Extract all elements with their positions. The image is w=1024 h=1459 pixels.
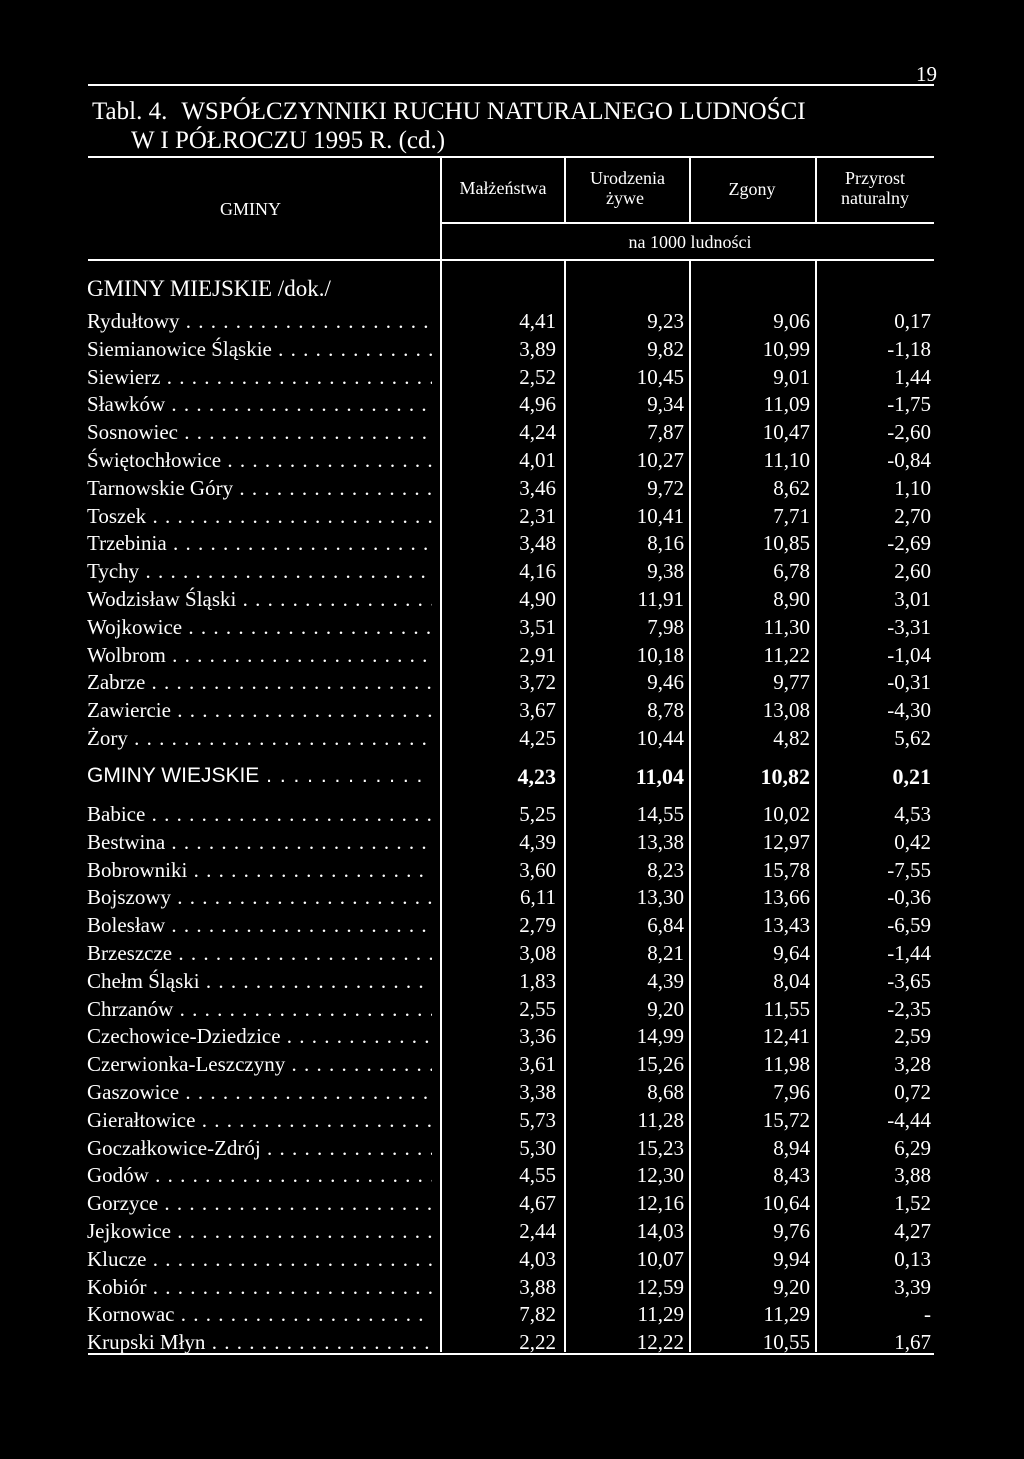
cell-przyrost: -2,69 bbox=[887, 531, 931, 556]
header-przyrost: Przyrost naturalny bbox=[841, 168, 909, 208]
title-line2: W I PÓŁROCZU 1995 R. (cd.) bbox=[131, 127, 446, 154]
top-rule bbox=[88, 84, 934, 86]
header-zgony: Zgony bbox=[728, 179, 776, 199]
header-malzenstwa: Małżeństwa bbox=[459, 178, 547, 198]
cell-zgony: 10,55 bbox=[762, 1330, 810, 1355]
cell-przyrost: -3,65 bbox=[887, 968, 931, 993]
table-row bbox=[0, 587, 1024, 615]
cell-urodzenia: 8,21 bbox=[647, 941, 684, 965]
cell-zgony: 9,76 bbox=[773, 1219, 810, 1243]
gmina-name: Krupski Młyn . . . bbox=[87, 1330, 432, 1355]
gmina-name: Chełm Śląski . . . bbox=[87, 969, 432, 994]
header-divider-1 bbox=[440, 156, 442, 260]
cell-urodzenia: 13,30 bbox=[636, 885, 684, 910]
cell-malzenstwa: 4,67 bbox=[519, 1191, 556, 1216]
cell-malzenstwa: 4,39 bbox=[519, 829, 556, 854]
cell-przyrost: -1,44 bbox=[887, 941, 931, 965]
cell-malzenstwa: 5,25 bbox=[519, 802, 556, 826]
cell-przyrost: -0,84 bbox=[887, 448, 931, 472]
gmina-name: Tychy . . . bbox=[87, 559, 432, 584]
cell-zgony: 8,62 bbox=[773, 475, 810, 500]
cell-przyrost: 3,88 bbox=[894, 1163, 931, 1188]
table-row bbox=[0, 1163, 1024, 1191]
gmina-name: Sosnowiec . . . bbox=[87, 420, 432, 445]
header-mid-rule bbox=[441, 222, 934, 224]
cell-zgony: 11,29 bbox=[763, 1302, 810, 1327]
cell-zgony: 6,78 bbox=[773, 559, 810, 584]
summary-label: GMINY WIEJSKIE . . . bbox=[87, 764, 432, 788]
table-row bbox=[0, 559, 1024, 587]
table-row bbox=[0, 830, 1024, 858]
cell-urodzenia: 11,29 bbox=[637, 1302, 684, 1327]
cell-malzenstwa: 4,23 bbox=[517, 764, 556, 789]
cell-zgony: 10,82 bbox=[760, 764, 810, 789]
cell-malzenstwa: 1,83 bbox=[519, 968, 556, 993]
cell-przyrost: -0,31 bbox=[887, 670, 931, 695]
cell-urodzenia: 7,87 bbox=[647, 420, 684, 445]
cell-malzenstwa: 2,55 bbox=[519, 996, 556, 1021]
cell-malzenstwa: 3,89 bbox=[519, 336, 556, 361]
gmina-name: Sławków . . . bbox=[87, 392, 432, 417]
table-row bbox=[0, 365, 1024, 393]
cell-urodzenia: 12,59 bbox=[636, 1274, 684, 1299]
cell-malzenstwa: 5,30 bbox=[519, 1135, 556, 1160]
cell-urodzenia: 10,41 bbox=[636, 503, 684, 528]
cell-przyrost: 0,17 bbox=[894, 309, 931, 333]
table-row bbox=[0, 1024, 1024, 1052]
cell-przyrost: 1,67 bbox=[894, 1330, 931, 1355]
cell-przyrost: 6,29 bbox=[894, 1135, 931, 1160]
cell-urodzenia: 8,16 bbox=[647, 531, 684, 556]
table-row bbox=[0, 1108, 1024, 1136]
table-row bbox=[0, 420, 1024, 448]
cell-urodzenia: 11,91 bbox=[637, 587, 684, 611]
table-row bbox=[0, 1330, 1024, 1358]
gmina-name: Klucze . . . bbox=[87, 1247, 432, 1272]
cell-zgony: 4,82 bbox=[773, 726, 810, 750]
gmina-name: Bestwina . . . bbox=[87, 830, 432, 855]
gmina-name: Świętochłowice . . . bbox=[87, 448, 432, 473]
cell-przyrost: 5,62 bbox=[894, 726, 931, 750]
cell-zgony: 8,43 bbox=[773, 1163, 810, 1188]
cell-malzenstwa: 2,79 bbox=[519, 913, 556, 938]
table-row bbox=[0, 1275, 1024, 1303]
cell-malzenstwa: 4,55 bbox=[519, 1163, 556, 1188]
cell-zgony: 15,72 bbox=[762, 1107, 810, 1132]
table-row bbox=[0, 997, 1024, 1025]
header-urodzenia: Urodzenia żywe bbox=[590, 168, 665, 208]
cell-przyrost: -7,55 bbox=[887, 857, 931, 882]
cell-urodzenia: 10,27 bbox=[636, 448, 684, 472]
cell-malzenstwa: 4,90 bbox=[519, 587, 556, 611]
cell-przyrost: 1,10 bbox=[894, 475, 931, 500]
cell-urodzenia: 12,22 bbox=[636, 1330, 684, 1355]
table-row bbox=[0, 698, 1024, 726]
summary-row bbox=[0, 764, 1024, 792]
gmina-name: Babice . . . bbox=[87, 802, 432, 827]
cell-malzenstwa: 4,25 bbox=[519, 726, 556, 750]
header-divider-2 bbox=[564, 156, 566, 222]
cell-malzenstwa: 3,48 bbox=[519, 531, 556, 556]
cell-malzenstwa: 5,73 bbox=[519, 1107, 556, 1132]
cell-przyrost: -4,30 bbox=[887, 698, 931, 723]
table-row bbox=[0, 1219, 1024, 1247]
cell-przyrost: 0,42 bbox=[894, 829, 931, 854]
cell-urodzenia: 15,23 bbox=[636, 1135, 684, 1160]
cell-zgony: 9,64 bbox=[773, 941, 810, 965]
cell-urodzenia: 15,26 bbox=[636, 1052, 684, 1077]
table-row bbox=[0, 643, 1024, 671]
cell-urodzenia: 6,84 bbox=[647, 913, 684, 938]
gmina-name: Gaszowice . . . bbox=[87, 1080, 432, 1105]
table-row bbox=[0, 309, 1024, 337]
gmina-name: Siemianowice Śląskie . . . bbox=[87, 337, 432, 362]
gmina-name: Gorzyce . . . bbox=[87, 1191, 432, 1216]
cell-urodzenia: 11,04 bbox=[635, 764, 684, 789]
cell-zgony: 9,20 bbox=[773, 1274, 810, 1299]
cell-przyrost: 2,59 bbox=[894, 1024, 931, 1049]
cell-malzenstwa: 4,03 bbox=[519, 1246, 556, 1271]
table-row bbox=[0, 1136, 1024, 1164]
table-row bbox=[0, 531, 1024, 559]
gmina-name: Bojszowy . . . bbox=[87, 885, 432, 910]
cell-malzenstwa: 2,44 bbox=[519, 1219, 556, 1243]
cell-przyrost: 3,28 bbox=[894, 1052, 931, 1077]
cell-urodzenia: 9,20 bbox=[647, 996, 684, 1021]
cell-przyrost: -4,44 bbox=[887, 1107, 931, 1132]
cell-przyrost: 0,21 bbox=[892, 764, 931, 789]
cell-przyrost: -2,35 bbox=[887, 996, 931, 1021]
cell-zgony: 8,94 bbox=[773, 1135, 810, 1160]
cell-urodzenia: 11,28 bbox=[637, 1107, 684, 1132]
cell-przyrost: -1,04 bbox=[887, 642, 931, 667]
gmina-name: Czechowice-Dziedzice . . . bbox=[87, 1024, 432, 1049]
gmina-name: Brzeszcze . . . bbox=[87, 941, 432, 966]
cell-przyrost: 0,13 bbox=[894, 1246, 931, 1271]
cell-malzenstwa: 3,46 bbox=[519, 475, 556, 500]
cell-zgony: 11,22 bbox=[763, 642, 810, 667]
table-row bbox=[0, 1191, 1024, 1219]
page-number: 19 bbox=[916, 62, 937, 86]
cell-urodzenia: 10,07 bbox=[636, 1246, 684, 1271]
cell-urodzenia: 9,23 bbox=[647, 309, 684, 333]
cell-malzenstwa: 2,52 bbox=[519, 364, 556, 389]
gmina-name: Wodzisław Śląski . . . bbox=[87, 587, 432, 612]
gmina-name: Godów . . . bbox=[87, 1163, 432, 1188]
cell-zgony: 8,90 bbox=[773, 587, 810, 611]
cell-malzenstwa: 3,88 bbox=[519, 1274, 556, 1299]
cell-przyrost: - bbox=[924, 1302, 931, 1327]
cell-malzenstwa: 3,67 bbox=[519, 698, 556, 723]
cell-zgony: 11,98 bbox=[763, 1052, 810, 1077]
table-row bbox=[0, 392, 1024, 420]
gmina-name: Jejkowice . . . bbox=[87, 1219, 432, 1244]
cell-zgony: 13,08 bbox=[762, 698, 810, 723]
cell-urodzenia: 10,44 bbox=[636, 726, 684, 750]
cell-urodzenia: 14,55 bbox=[636, 802, 684, 826]
cell-malzenstwa: 3,72 bbox=[519, 670, 556, 695]
table-row bbox=[0, 913, 1024, 941]
table-row bbox=[0, 726, 1024, 754]
cell-urodzenia: 4,39 bbox=[647, 968, 684, 993]
table-row bbox=[0, 885, 1024, 913]
table-row bbox=[0, 802, 1024, 830]
header-bottom-rule bbox=[88, 259, 934, 261]
gmina-name: Tarnowskie Góry . . . bbox=[87, 476, 432, 501]
cell-przyrost: -2,60 bbox=[887, 420, 931, 445]
table-row bbox=[0, 941, 1024, 969]
cell-malzenstwa: 2,22 bbox=[519, 1330, 556, 1355]
table-title bbox=[92, 98, 806, 126]
cell-urodzenia: 9,72 bbox=[647, 475, 684, 500]
cell-urodzenia: 9,82 bbox=[647, 336, 684, 361]
cell-zgony: 9,94 bbox=[773, 1246, 810, 1271]
header-divider-4 bbox=[815, 156, 817, 222]
cell-urodzenia: 8,23 bbox=[647, 857, 684, 882]
cell-zgony: 7,71 bbox=[773, 503, 810, 528]
cell-przyrost: 4,53 bbox=[894, 802, 931, 826]
cell-urodzenia: 13,38 bbox=[636, 829, 684, 854]
gmina-name: Goczałkowice-Zdrój . . . bbox=[87, 1136, 432, 1161]
gmina-name: Siewierz . . . bbox=[87, 365, 432, 390]
cell-przyrost: -0,36 bbox=[887, 885, 931, 910]
cell-przyrost: -1,18 bbox=[887, 336, 931, 361]
cell-urodzenia: 9,38 bbox=[647, 559, 684, 584]
cell-zgony: 10,64 bbox=[762, 1191, 810, 1216]
cell-zgony: 12,97 bbox=[762, 829, 810, 854]
cell-urodzenia: 9,34 bbox=[647, 392, 684, 417]
cell-przyrost: 0,72 bbox=[894, 1080, 931, 1104]
cell-zgony: 9,01 bbox=[773, 364, 810, 389]
gmina-name: Bolesław . . . bbox=[87, 913, 432, 938]
cell-urodzenia: 14,99 bbox=[636, 1024, 684, 1049]
cell-zgony: 8,04 bbox=[773, 968, 810, 993]
cell-zgony: 13,66 bbox=[762, 885, 810, 910]
gmina-name: Zabrze . . . bbox=[87, 670, 432, 695]
cell-zgony: 9,06 bbox=[773, 309, 810, 333]
cell-przyrost: 3,01 bbox=[894, 587, 931, 611]
cell-przyrost: 4,27 bbox=[894, 1219, 931, 1243]
cell-zgony: 11,55 bbox=[763, 996, 810, 1021]
cell-zgony: 11,30 bbox=[763, 614, 810, 639]
cell-przyrost: 2,70 bbox=[894, 503, 931, 528]
cell-zgony: 9,77 bbox=[773, 670, 810, 695]
table-row bbox=[0, 858, 1024, 886]
gmina-name: Gierałtowice . . . bbox=[87, 1108, 432, 1133]
gmina-name: Czerwionka-Leszczyny . . . bbox=[87, 1052, 432, 1077]
gmina-name: Kornowac . . . bbox=[87, 1302, 432, 1327]
cell-malzenstwa: 4,96 bbox=[519, 392, 556, 417]
table-row bbox=[0, 448, 1024, 476]
cell-zgony: 10,47 bbox=[762, 420, 810, 445]
cell-malzenstwa: 2,91 bbox=[519, 642, 556, 667]
table-row bbox=[0, 1302, 1024, 1330]
cell-zgony: 10,02 bbox=[762, 802, 810, 826]
gmina-name: Żory . . . bbox=[87, 726, 432, 751]
table-row bbox=[0, 969, 1024, 997]
cell-przyrost: 1,44 bbox=[894, 364, 931, 389]
cell-urodzenia: 8,78 bbox=[647, 698, 684, 723]
cell-urodzenia: 12,30 bbox=[636, 1163, 684, 1188]
table-row bbox=[0, 1080, 1024, 1108]
cell-malzenstwa: 4,16 bbox=[519, 559, 556, 584]
gmina-name: Trzebinia . . . bbox=[87, 531, 432, 556]
table-row bbox=[0, 476, 1024, 504]
cell-malzenstwa: 4,41 bbox=[519, 309, 556, 333]
cell-urodzenia: 7,98 bbox=[647, 614, 684, 639]
cell-malzenstwa: 3,08 bbox=[519, 941, 556, 965]
cell-malzenstwa: 6,11 bbox=[520, 885, 556, 910]
cell-malzenstwa: 3,51 bbox=[519, 614, 556, 639]
table-row bbox=[0, 1052, 1024, 1080]
table-row bbox=[0, 615, 1024, 643]
cell-przyrost: -3,31 bbox=[887, 614, 931, 639]
cell-malzenstwa: 4,24 bbox=[519, 420, 556, 445]
cell-malzenstwa: 3,38 bbox=[519, 1080, 556, 1104]
header-unit: na 1000 ludności bbox=[628, 232, 752, 252]
cell-urodzenia: 9,46 bbox=[647, 670, 684, 695]
cell-malzenstwa: 7,82 bbox=[519, 1302, 556, 1327]
gmina-name: Wolbrom . . . bbox=[87, 643, 432, 668]
section-heading-miejskie: GMINY MIEJSKIE /dok./ bbox=[87, 276, 331, 301]
cell-urodzenia: 12,16 bbox=[636, 1191, 684, 1216]
cell-malzenstwa: 4,01 bbox=[519, 448, 556, 472]
header-top-rule bbox=[88, 156, 934, 158]
gmina-name: Bobrowniki . . . bbox=[87, 858, 432, 883]
gmina-name: Chrzanów . . . bbox=[87, 997, 432, 1022]
cell-zgony: 15,78 bbox=[762, 857, 810, 882]
cell-przyrost: 2,60 bbox=[894, 559, 931, 584]
table-row bbox=[0, 504, 1024, 532]
cell-zgony: 11,10 bbox=[763, 448, 810, 472]
table-number: Tabl. 4. bbox=[92, 98, 168, 125]
cell-malzenstwa: 3,61 bbox=[519, 1052, 556, 1077]
cell-zgony: 10,99 bbox=[762, 336, 810, 361]
cell-urodzenia: 10,45 bbox=[636, 364, 684, 389]
cell-urodzenia: 8,68 bbox=[647, 1080, 684, 1104]
cell-urodzenia: 14,03 bbox=[636, 1219, 684, 1243]
gmina-name: Toszek . . . bbox=[87, 504, 432, 529]
cell-zgony: 13,43 bbox=[762, 913, 810, 938]
cell-zgony: 10,85 bbox=[762, 531, 810, 556]
table-row bbox=[0, 1247, 1024, 1275]
gmina-name: Kobiór . . . bbox=[87, 1275, 432, 1300]
cell-zgony: 7,96 bbox=[773, 1080, 810, 1104]
cell-przyrost: 1,52 bbox=[894, 1191, 931, 1216]
cell-malzenstwa: 3,60 bbox=[519, 857, 556, 882]
gmina-name: Wojkowice . . . bbox=[87, 615, 432, 640]
cell-przyrost: -1,75 bbox=[887, 392, 931, 417]
cell-przyrost: -6,59 bbox=[887, 913, 931, 938]
cell-zgony: 11,09 bbox=[763, 392, 810, 417]
cell-urodzenia: 10,18 bbox=[636, 642, 684, 667]
cell-malzenstwa: 3,36 bbox=[519, 1024, 556, 1049]
title-line1: WSPÓŁCZYNNIKI RUCHU NATURALNEGO LUDNOŚCI bbox=[181, 98, 806, 125]
table-row bbox=[0, 337, 1024, 365]
cell-zgony: 12,41 bbox=[762, 1024, 810, 1049]
cell-przyrost: 3,39 bbox=[894, 1274, 931, 1299]
cell-malzenstwa: 2,31 bbox=[519, 503, 556, 528]
table-row bbox=[0, 670, 1024, 698]
gmina-name: Zawiercie . . . bbox=[87, 698, 432, 723]
header-gminy: GMINY bbox=[220, 199, 281, 219]
gmina-name: Rydułtowy . . . bbox=[87, 309, 432, 334]
